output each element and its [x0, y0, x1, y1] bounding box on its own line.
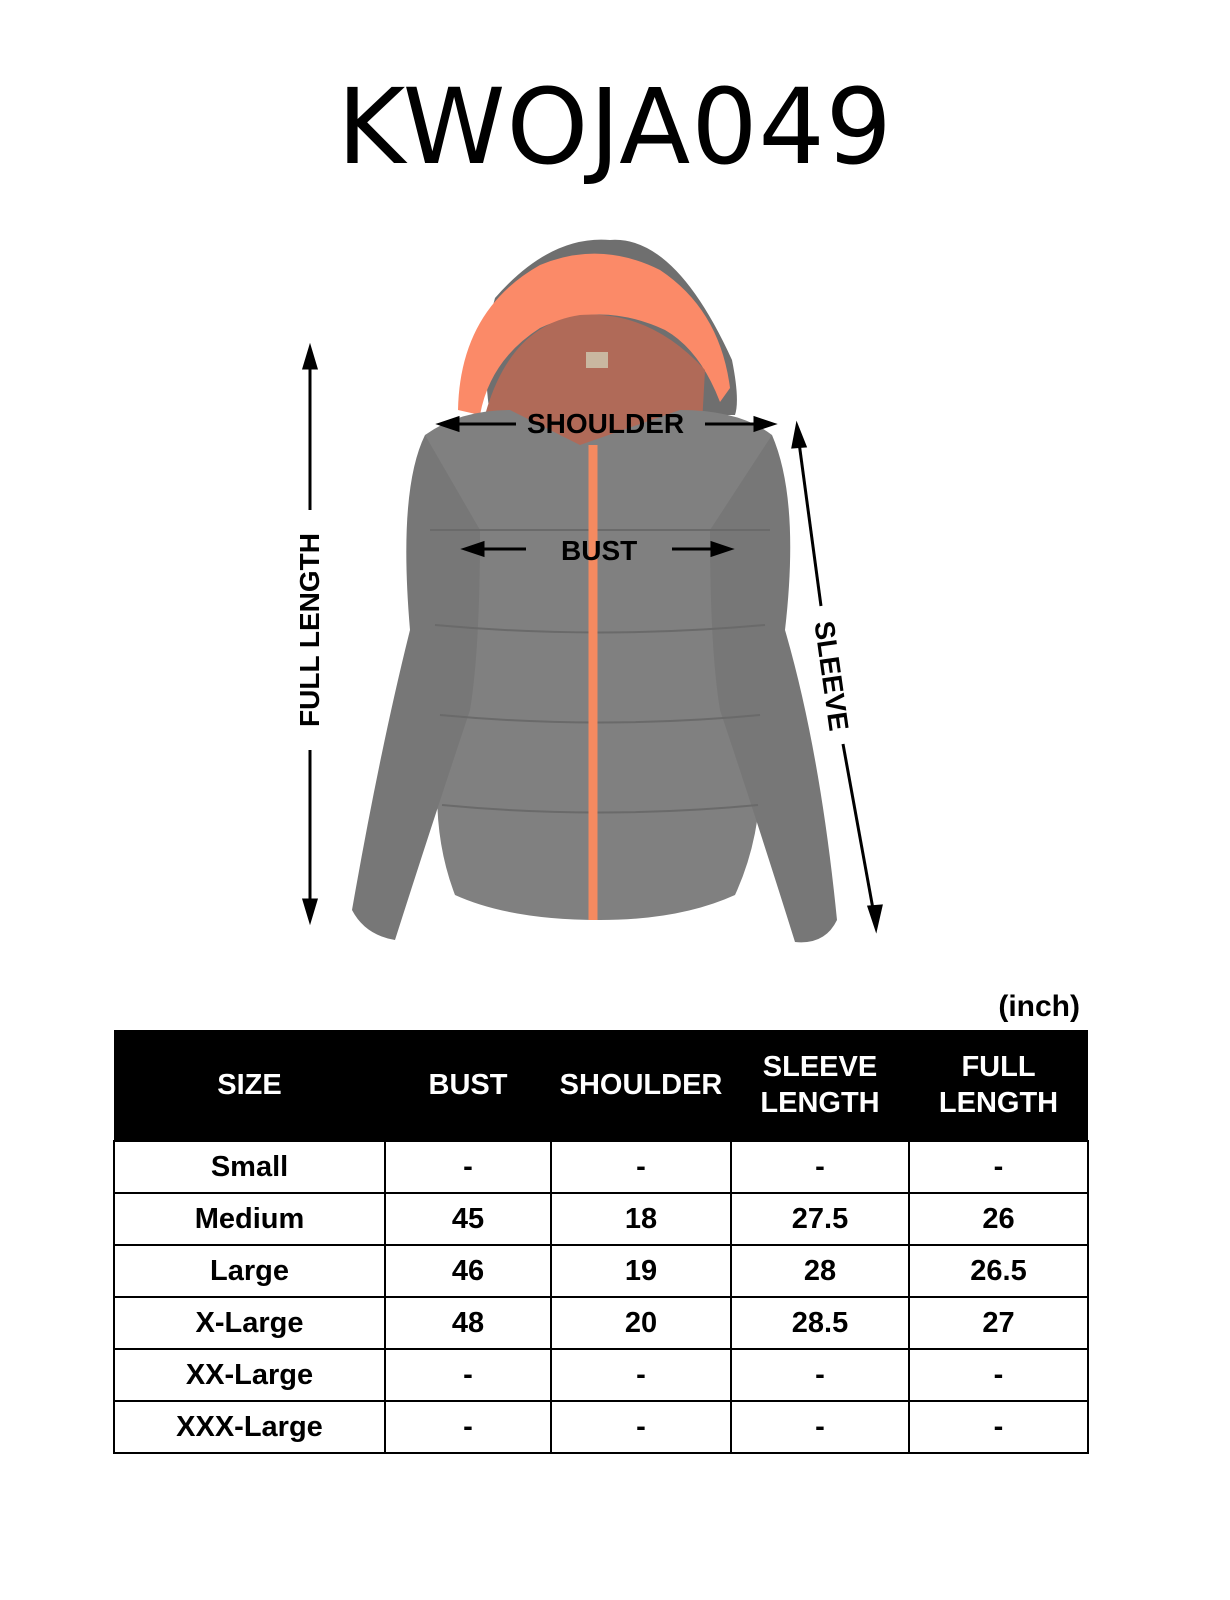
header-size [114, 1030, 385, 1141]
sleeve-label: SLEEVE [808, 619, 855, 733]
size-cell: XXX-Large [114, 1401, 385, 1453]
shoulder-cell: 20 [551, 1297, 731, 1349]
table-row [114, 1297, 1088, 1349]
bust-label: BUST [561, 535, 638, 566]
full-length-cell: - [909, 1141, 1088, 1193]
header-sleeve-length [731, 1030, 909, 1141]
jacket-illustration [280, 230, 920, 960]
shoulder-cell: 18 [551, 1193, 731, 1245]
product-code-title: KWOJA049 [337, 66, 893, 188]
bust-cell: - [385, 1141, 551, 1193]
sleeve-length-cell: - [731, 1401, 909, 1453]
size-cell: Small [114, 1141, 385, 1193]
unit-label: (inch) [998, 990, 1080, 1023]
header-line: SIZE [217, 1068, 282, 1101]
table-row [114, 1193, 1088, 1245]
header-bust [385, 1030, 551, 1141]
header-full-length [909, 1030, 1088, 1141]
size-cell: Large [114, 1245, 385, 1297]
sleeve-length-cell: 27.5 [731, 1193, 909, 1245]
shoulder-cell: - [551, 1349, 731, 1401]
size-cell: XX-Large [114, 1349, 385, 1401]
header-shoulder [551, 1030, 731, 1141]
size-cell: Medium [114, 1193, 385, 1245]
sleeve-length-cell: 28.5 [731, 1297, 909, 1349]
full-length-cell: - [909, 1401, 1088, 1453]
bust-cell: - [385, 1349, 551, 1401]
full-length-cell: 26 [909, 1193, 1088, 1245]
shoulder-label: SHOULDER [527, 408, 685, 439]
header-line: LENGTH [938, 1087, 1059, 1119]
size-chart-table [113, 1030, 1089, 1454]
full-length-cell: - [909, 1349, 1088, 1401]
neck-label [586, 352, 608, 368]
size-cell: X-Large [114, 1297, 385, 1349]
table-header-row [114, 1030, 1088, 1141]
table-row [114, 1245, 1088, 1297]
shoulder-cell: - [551, 1401, 731, 1453]
header-line: SHOULDER [559, 1068, 723, 1101]
sleeve-length-cell: 28 [731, 1245, 909, 1297]
header-line: FULL [961, 1050, 1036, 1083]
bust-cell: 45 [385, 1193, 551, 1245]
shoulder-cell: 19 [551, 1245, 731, 1297]
sleeve-length-cell: - [731, 1349, 909, 1401]
header-line: LENGTH [760, 1087, 880, 1119]
header-line: SLEEVE [762, 1050, 878, 1083]
bust-cell: 46 [385, 1245, 551, 1297]
bust-cell: - [385, 1401, 551, 1453]
bust-cell: 48 [385, 1297, 551, 1349]
header-line: BUST [428, 1068, 508, 1101]
jacket-measurement-figure [280, 230, 920, 960]
table-row [114, 1349, 1088, 1401]
full-length-cell: 27 [909, 1297, 1088, 1349]
table-row [114, 1401, 1088, 1453]
sleeve-length-cell: - [731, 1141, 909, 1193]
shoulder-cell: - [551, 1141, 731, 1193]
full-length-label: FULL LENGTH [294, 533, 325, 727]
full-length-cell: 26.5 [909, 1245, 1088, 1297]
table-row [114, 1141, 1088, 1193]
